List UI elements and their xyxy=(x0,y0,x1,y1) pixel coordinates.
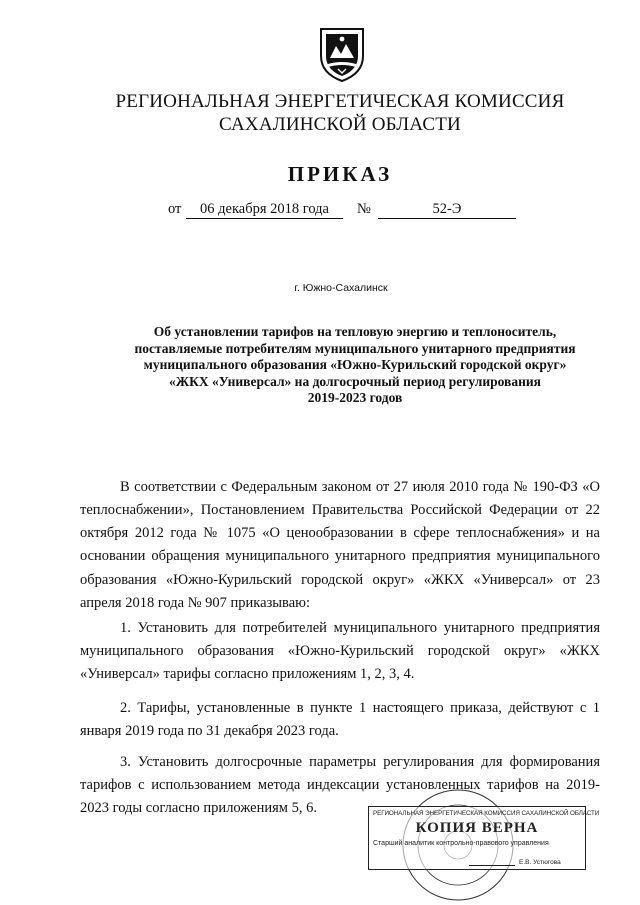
clause-1-paragraph: 1. Установить для потребителей муниципального унитарного предприятия муниципального образования «Южно-Курильский городской округ» «ЖКХ «Универсал» тарифы согласно приложениям 1, 2, 3, 4. xyxy=(80,619,600,683)
order-date: 06 декабря 2018 года xyxy=(186,201,343,219)
stamp-position: Старший аналитик контрольно-правового управления xyxy=(373,840,549,847)
stamp-organization: РЕГИОНАЛЬНАЯ ЭНЕРГЕТИЧЕСКАЯ КОМИССИЯ САХАЛИНСКОЙ ОБЛАСТИ xyxy=(373,810,600,817)
order-subject xyxy=(100,324,610,407)
sakhalin-coat-of-arms-icon xyxy=(317,26,367,82)
document-title: ПРИКАЗ xyxy=(287,162,393,186)
stamp-signer-name: Е.В. Устюгова xyxy=(519,859,561,866)
number-sign: № xyxy=(357,201,371,217)
subject-line: поставляемые потребителям муниципального унитарного предприятия xyxy=(134,340,576,356)
stamp-title: КОПИЯ ВЕРНА xyxy=(415,820,539,836)
subject-line: муниципального образования «Южно-Курильский городской округ» xyxy=(143,357,567,372)
clause-2-paragraph: 2. Тарифы, установленные в пункте 1 настоящего приказа, действуют с 1 января 2019 года по 31 декабря 2023 года. xyxy=(80,699,600,739)
city-name: г. Южно-Сахалинск xyxy=(294,282,388,294)
signature-line xyxy=(469,865,515,866)
organization-name-line2: САХАЛИНСКОЙ ОБЛАСТИ xyxy=(219,114,461,135)
organization-name-line1: РЕГИОНАЛЬНАЯ ЭНЕРГЕТИЧЕСКАЯ КОМИССИЯ xyxy=(115,91,565,112)
subject-line: 2019-2023 годов xyxy=(307,390,403,405)
date-prefix: от xyxy=(168,201,182,217)
preamble-paragraph: В соответствии с Федеральным законом от 27 июля 2010 года № 190-ФЗ «О теплоснабжении», Постановлением Правительства Российской Федерации от 22 октября 2012 года № 1075 «О ценообразовании в сфере теплоснабжения» и на основании обращения муниципального унитарного предприятия муниципального образования «Южно-Курильский городской округ» «ЖКХ «Универсал» от 23 апреля 2018 года № 907 приказываю: xyxy=(80,478,600,611)
certified-copy-stamp xyxy=(368,806,600,870)
subject-line: «ЖКХ «Универсал» на долгосрочный период регулирования xyxy=(169,373,541,389)
subject-line: Об установлении тарифов на тепловую энергию и теплоноситель, xyxy=(153,324,557,339)
order-number: 52-Э xyxy=(378,201,516,219)
clause-3-paragraph: 3. Установить долгосрочные параметры регулирования для формирования тарифов с использованием метода индексации установленных тарифов на 2019-2023 годы согласно приложениям 5, 6. xyxy=(80,753,600,817)
